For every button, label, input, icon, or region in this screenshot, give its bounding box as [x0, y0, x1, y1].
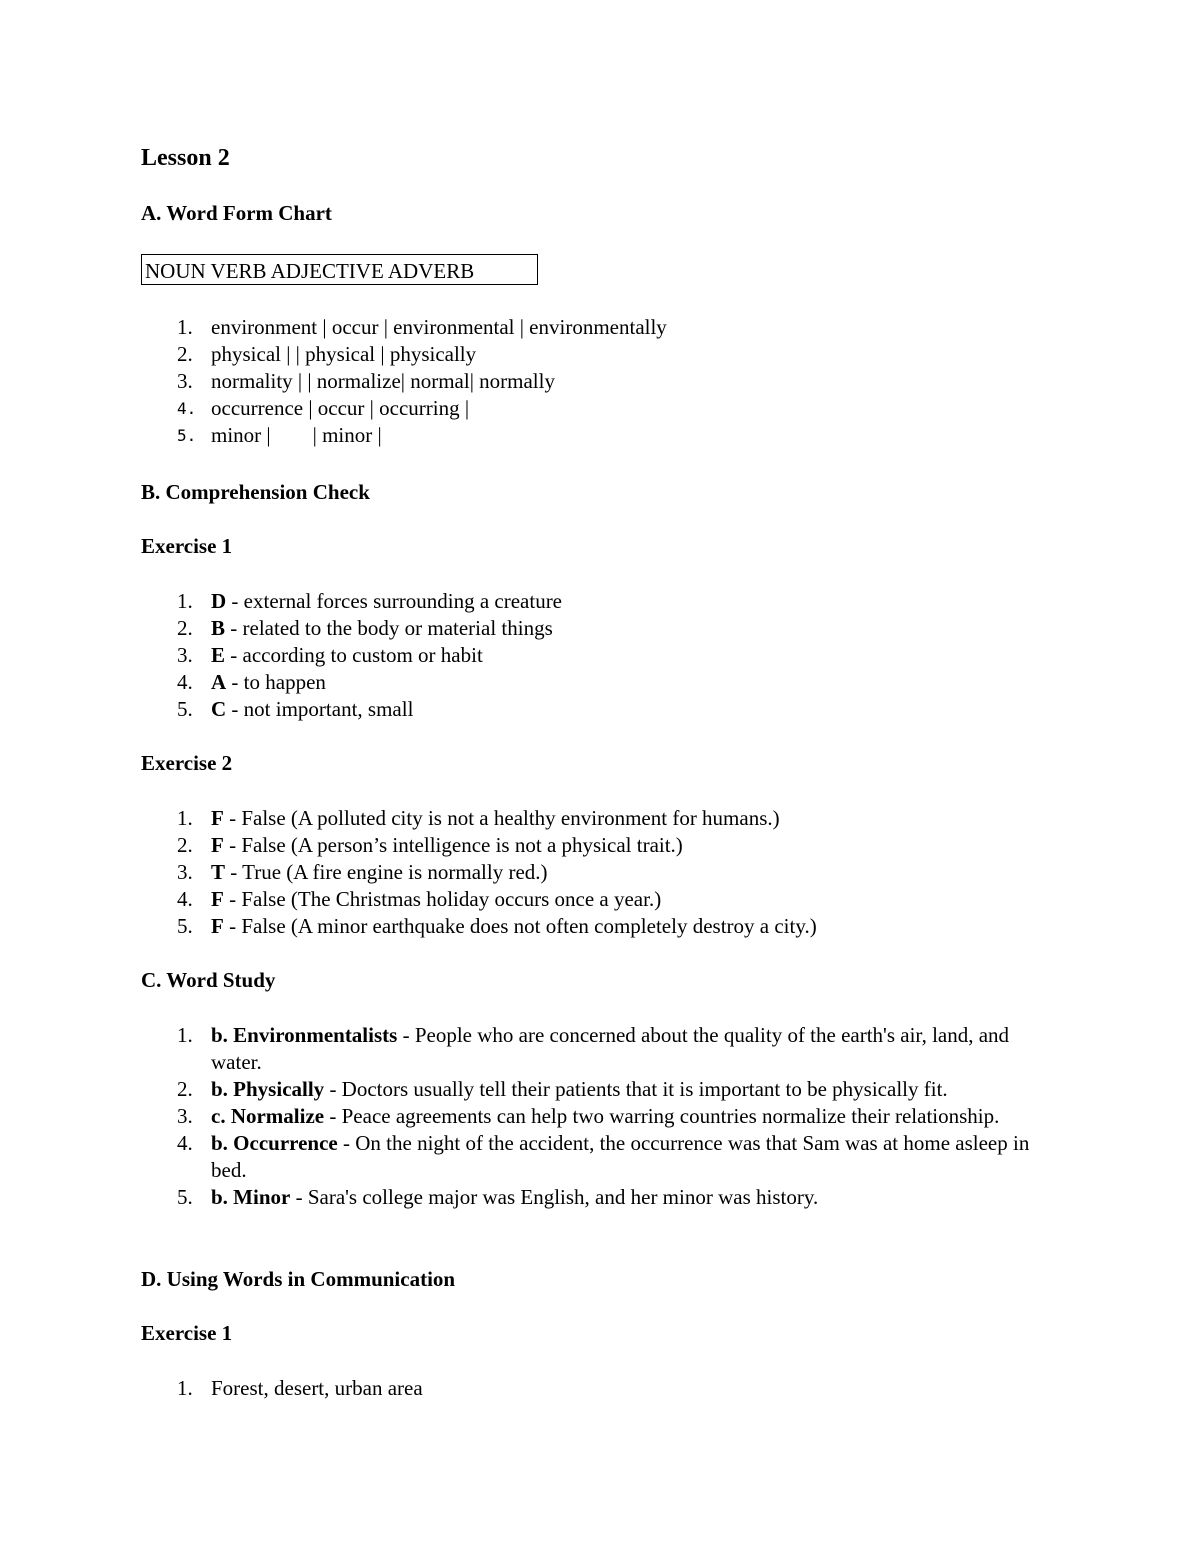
list-item: [141, 1076, 1056, 1103]
exercise-heading: Exercise 1: [141, 1321, 233, 1345]
word-term: b. Minor: [211, 1185, 291, 1209]
answer-letter: D: [211, 589, 227, 613]
item-text: - external forces surrounding a creature: [226, 589, 563, 613]
section-a-heading: A. Word Form Chart: [141, 201, 332, 225]
item-text: - according to custom or habit: [225, 643, 483, 667]
item-number: 1.: [177, 315, 193, 339]
item-text: - False (The Christmas holiday occurs once a year.): [223, 887, 662, 911]
item-number: 5.: [177, 1185, 193, 1209]
list-item: [141, 1130, 1056, 1184]
item-text: - related to the body or material things: [225, 616, 553, 640]
section-d-heading: D. Using Words in Communication: [141, 1267, 456, 1291]
word-form-chart-header: NOUN VERB ADJECTIVE ADVERB: [141, 254, 538, 285]
item-number: 3.: [177, 1104, 193, 1128]
item-number: 2.: [177, 1077, 193, 1101]
word-term: c. Normalize: [211, 1104, 325, 1128]
section-c-heading: C. Word Study: [141, 968, 276, 992]
exercise-heading: Exercise 2: [141, 751, 233, 775]
list-item: [141, 805, 1041, 832]
word-term: b. Environmentalists: [211, 1023, 398, 1047]
list-item: [141, 1184, 1056, 1211]
answer-letter: T: [211, 860, 226, 884]
item-number: 1.: [177, 1376, 193, 1400]
answer-letter: F: [211, 833, 224, 857]
word-study-list: [141, 1022, 1056, 1211]
item-number: 3.: [177, 860, 193, 884]
list-item: [141, 422, 667, 449]
item-number: 1.: [177, 1023, 193, 1047]
item-number: 4.: [177, 670, 193, 694]
comprehension-exercise-2-list: [141, 805, 1041, 940]
item-text: Forest, desert, urban area: [211, 1376, 423, 1400]
item-number: 2.: [177, 616, 193, 640]
item-text: - Doctors usually tell their patients that it is important to be physically fit.: [324, 1077, 948, 1101]
list-item: [141, 832, 1041, 859]
item-number: 1.: [177, 589, 193, 613]
list-item: [141, 859, 1041, 886]
item-number: 2.: [177, 833, 193, 857]
list-item: [141, 314, 667, 341]
item-text: - True (A fire engine is normally red.): [225, 860, 548, 884]
item-text: - Peace agreements can help two warring countries normalize their relationship.: [324, 1104, 1000, 1128]
item-number: 5.: [177, 426, 197, 445]
item-number: 4.: [177, 887, 193, 911]
answer-letter: F: [211, 914, 224, 938]
list-item: [141, 368, 667, 395]
list-item: [141, 696, 562, 723]
exercise-heading: Exercise 1: [141, 534, 233, 558]
list-item: [141, 1022, 1056, 1076]
answer-letter: F: [211, 887, 224, 911]
list-item: [141, 395, 667, 422]
item-number: 2.: [177, 342, 193, 366]
item-text: - False (A polluted city is not a healthy environment for humans.): [223, 806, 780, 830]
communication-exercise-1-list: [141, 1375, 423, 1402]
item-text: - False (A minor earthquake does not often completely destroy a city.): [223, 914, 817, 938]
item-text: - to happen: [226, 670, 326, 694]
word-form-list: [141, 314, 667, 449]
item-number: 5.: [177, 697, 193, 721]
word-term: b. Physically: [211, 1077, 325, 1101]
list-item: [141, 341, 667, 368]
list-item: [141, 615, 562, 642]
item-number: 1.: [177, 806, 193, 830]
list-item: [141, 642, 562, 669]
section-b-heading: B. Comprehension Check: [141, 480, 370, 504]
item-number: 3.: [177, 369, 193, 393]
answer-letter: C: [211, 697, 227, 721]
item-text: - Sara's college major was English, and her minor was history.: [290, 1185, 819, 1209]
item-number: 5.: [177, 914, 193, 938]
comprehension-exercise-1-list: [141, 588, 562, 723]
item-text: occurrence | occur | occurring |: [211, 396, 470, 420]
item-text: normality | | normalize| normal| normally: [211, 369, 555, 393]
list-item: [141, 669, 562, 696]
word-term: b. Occurrence: [211, 1131, 338, 1155]
list-item: [141, 886, 1041, 913]
item-number: 4.: [177, 1131, 193, 1155]
item-number: 3.: [177, 643, 193, 667]
list-item: [141, 588, 562, 615]
item-text: minor | | minor |: [211, 423, 382, 447]
answer-letter: B: [211, 616, 226, 640]
answer-letter: A: [211, 670, 227, 694]
item-text: environment | occur | environmental | environmentally: [211, 315, 667, 339]
item-text: - False (A person’s intelligence is not a physical trait.): [223, 833, 683, 857]
item-text: - People who are concerned about the quality of the earth's air, land, and water.: [211, 1023, 1010, 1074]
lesson-title: Lesson 2: [141, 145, 230, 171]
item-text: - not important, small: [226, 697, 414, 721]
answer-letter: E: [211, 643, 226, 667]
list-item: [141, 1375, 423, 1402]
answer-letter: F: [211, 806, 224, 830]
item-number: 4.: [177, 399, 197, 418]
list-item: [141, 913, 1041, 940]
item-text: - On the night of the accident, the occurrence was that Sam was at home asleep in bed.: [211, 1131, 1030, 1182]
item-text: physical | | physical | physically: [211, 342, 477, 366]
list-item: [141, 1103, 1056, 1130]
